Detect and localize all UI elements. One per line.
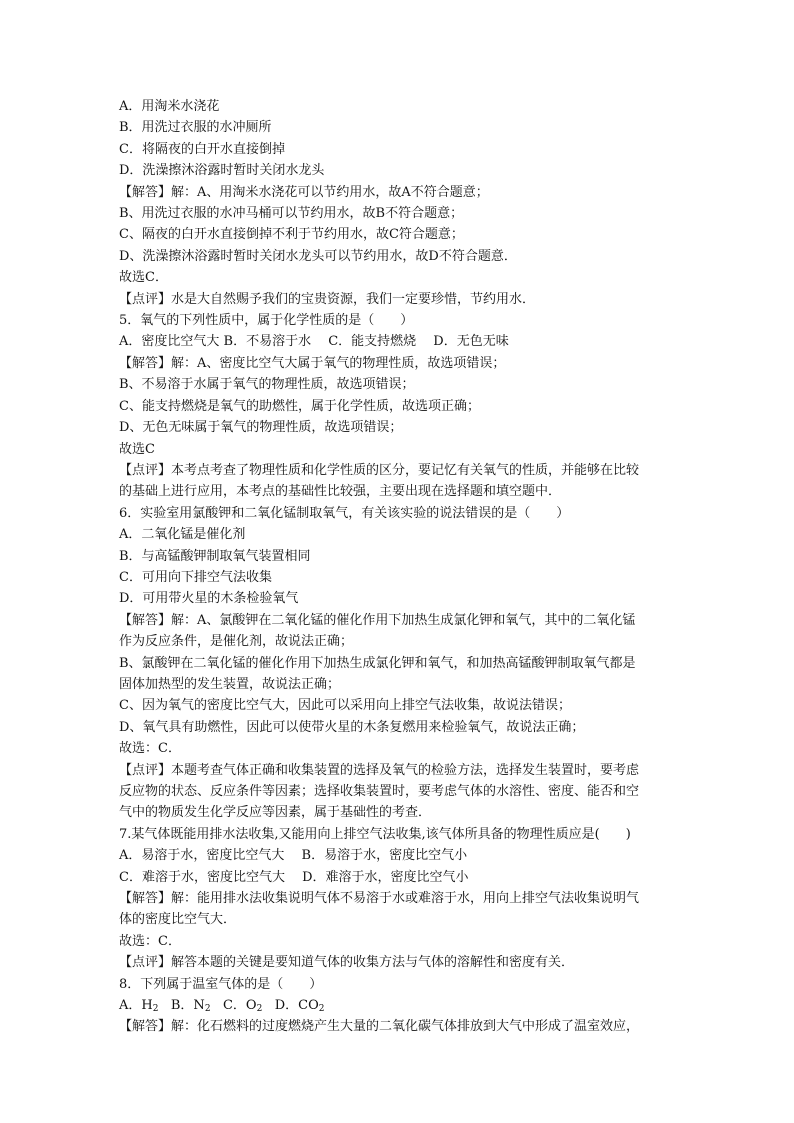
text-line: 【点评】本题考查气体正确和收集装置的选择及氧气的检验方法，选择发生装置时，要考虑 (119, 762, 640, 778)
text-line: 【点评】解答本题的关键是要知道气体的收集方法与气体的溶解性和密度有关． (119, 955, 575, 971)
text-line: 气中的物质发生化学反应等因素，属于基础性的考查． (119, 805, 432, 821)
text-line: D、洗澡擦沐浴露时暂时关闭水龙头可以节约用水，故D不符合题意． (119, 248, 517, 264)
text-line: 固体加热型的发生装置，故说法正确； (119, 676, 341, 692)
text-line: B．用洗过衣服的水冲厕所 (119, 120, 272, 136)
text-line: C．难溶于水，密度比空气大 D．难溶于水，密度比空气小 (119, 869, 469, 885)
text-line: A．易溶于水，密度比空气大 B．易溶于水，密度比空气小 (119, 848, 468, 864)
text-lines (119, 96, 685, 995)
text-line: B．与高锰酸钾制取氧气装置相同 (119, 548, 311, 564)
text-line: 【解答】解：A、密度比空气大属于氧气的物理性质，故选项错误； (119, 355, 506, 371)
text-line: C、能支持燃烧是氧气的助燃性，属于化学性质，故选项正确； (119, 398, 480, 414)
text-line: 故选C． (119, 270, 168, 286)
text-line: 故选：C． (119, 933, 181, 949)
text-line: 8．下列属于温室气体的是（ ） (119, 976, 323, 992)
q8-option-d: D．$CO_2$ (274, 998, 325, 1015)
text-line: 故选：C． (119, 741, 181, 757)
text-line: C．将隔夜的白开水直接倒掉 (119, 141, 285, 157)
text-line: D．洗澡擦沐浴露时暂时关闭水龙头 (119, 163, 325, 179)
text-line: 反应物的状态、反应条件等因素；选择收集装置时，要考虑气体的水溶性、密度、能否和空 (119, 784, 640, 799)
text-line: D、氧气具有助燃性，因此可以使带火星的木条复燃用来检验氧气，故说法正确； (119, 719, 585, 735)
text-line: 【点评】水是大自然赐予我们的宝贵资源，我们一定要珍惜，节约用水． (119, 291, 536, 307)
text-line: C、因为氧气的密度比空气大，因此可以采用向上排空气法收集，故说法错误； (119, 698, 571, 714)
text-line: B、用洗过衣服的水冲马桶可以节约用水，故B不符合题意； (119, 206, 464, 222)
text-line: D．可用带火星的木条检验氧气 (119, 591, 299, 607)
text-line: 的基础上进行应用，本考点的基础性比较强，主要出现在选择题和填空题中． (119, 484, 562, 500)
text-line: D、无色无味属于氧气的物理性质，故选项错误； (119, 420, 403, 436)
q8-options-line (119, 995, 685, 1016)
text-line: 【解答】解：化石燃料的过度燃烧产生大量的二氧化碳气体排放到大气中形成了温室效应， (119, 1019, 640, 1035)
text-line: 7.某气体既能用排水法收集,又能用向上排空气法收集,该气体所具备的物理性质应是( ) (119, 826, 631, 842)
text-line: 【解答】解：A、氯酸钾在二氧化锰的催化作用下加热生成氯化钾和氧气，其中的二氧化锰 (119, 612, 636, 628)
text-line: 【点评】本考点考查了物理性质和化学性质的区分，要记忆有关氧气的性质，并能够在比较 (119, 462, 640, 478)
text-line: 【解答】解：A、用淘米水浇花可以节约用水，故A不符合题意； (119, 184, 489, 200)
text-line: A．密度比空气大 B．不易溶于水 C．能支持燃烧 D．无色无味 (119, 334, 509, 350)
text-line: 5．氧气的下列性质中，属于化学性质的是（ ） (119, 313, 414, 329)
text-line: A．用淘米水浇花 (119, 99, 220, 114)
q8-option-b: B．$N_2$ (170, 998, 211, 1015)
text-line: 【解答】解：能用排水法收集说明气体不易溶于水或难溶于水，用向上排空气法收集说明气 (119, 891, 640, 907)
text-line: B、不易溶于水属于氧气的物理性质，故选项错误； (119, 377, 415, 393)
text-line: 作为反应条件，是催化剂，故说法正确； (119, 634, 354, 650)
text-line: B、氯酸钾在二氧化锰的催化作用下加热生成氯化钾和氧气，和加热高锰酸钾制取氧气都是 (119, 655, 636, 671)
q8-option-c: C．$O_2$ (222, 998, 263, 1015)
q8-option-a: A．$H_2$ (119, 998, 159, 1015)
text-line: C．可用向下排空气法收集 (119, 569, 272, 585)
text-line: C、隔夜的白开水直接倒掉不利于节约用水，故C符合题意； (119, 227, 464, 243)
text-line: A．二氧化锰是催化剂 (119, 527, 246, 543)
text-line: 6．实验室用氯酸钾和二氧化锰制取氧气，有关该实验的说法错误的是（ ） (119, 505, 570, 521)
document-body (119, 96, 685, 1038)
text-line: 故选C (119, 441, 155, 457)
text-line: 体的密度比空气大． (119, 912, 237, 928)
